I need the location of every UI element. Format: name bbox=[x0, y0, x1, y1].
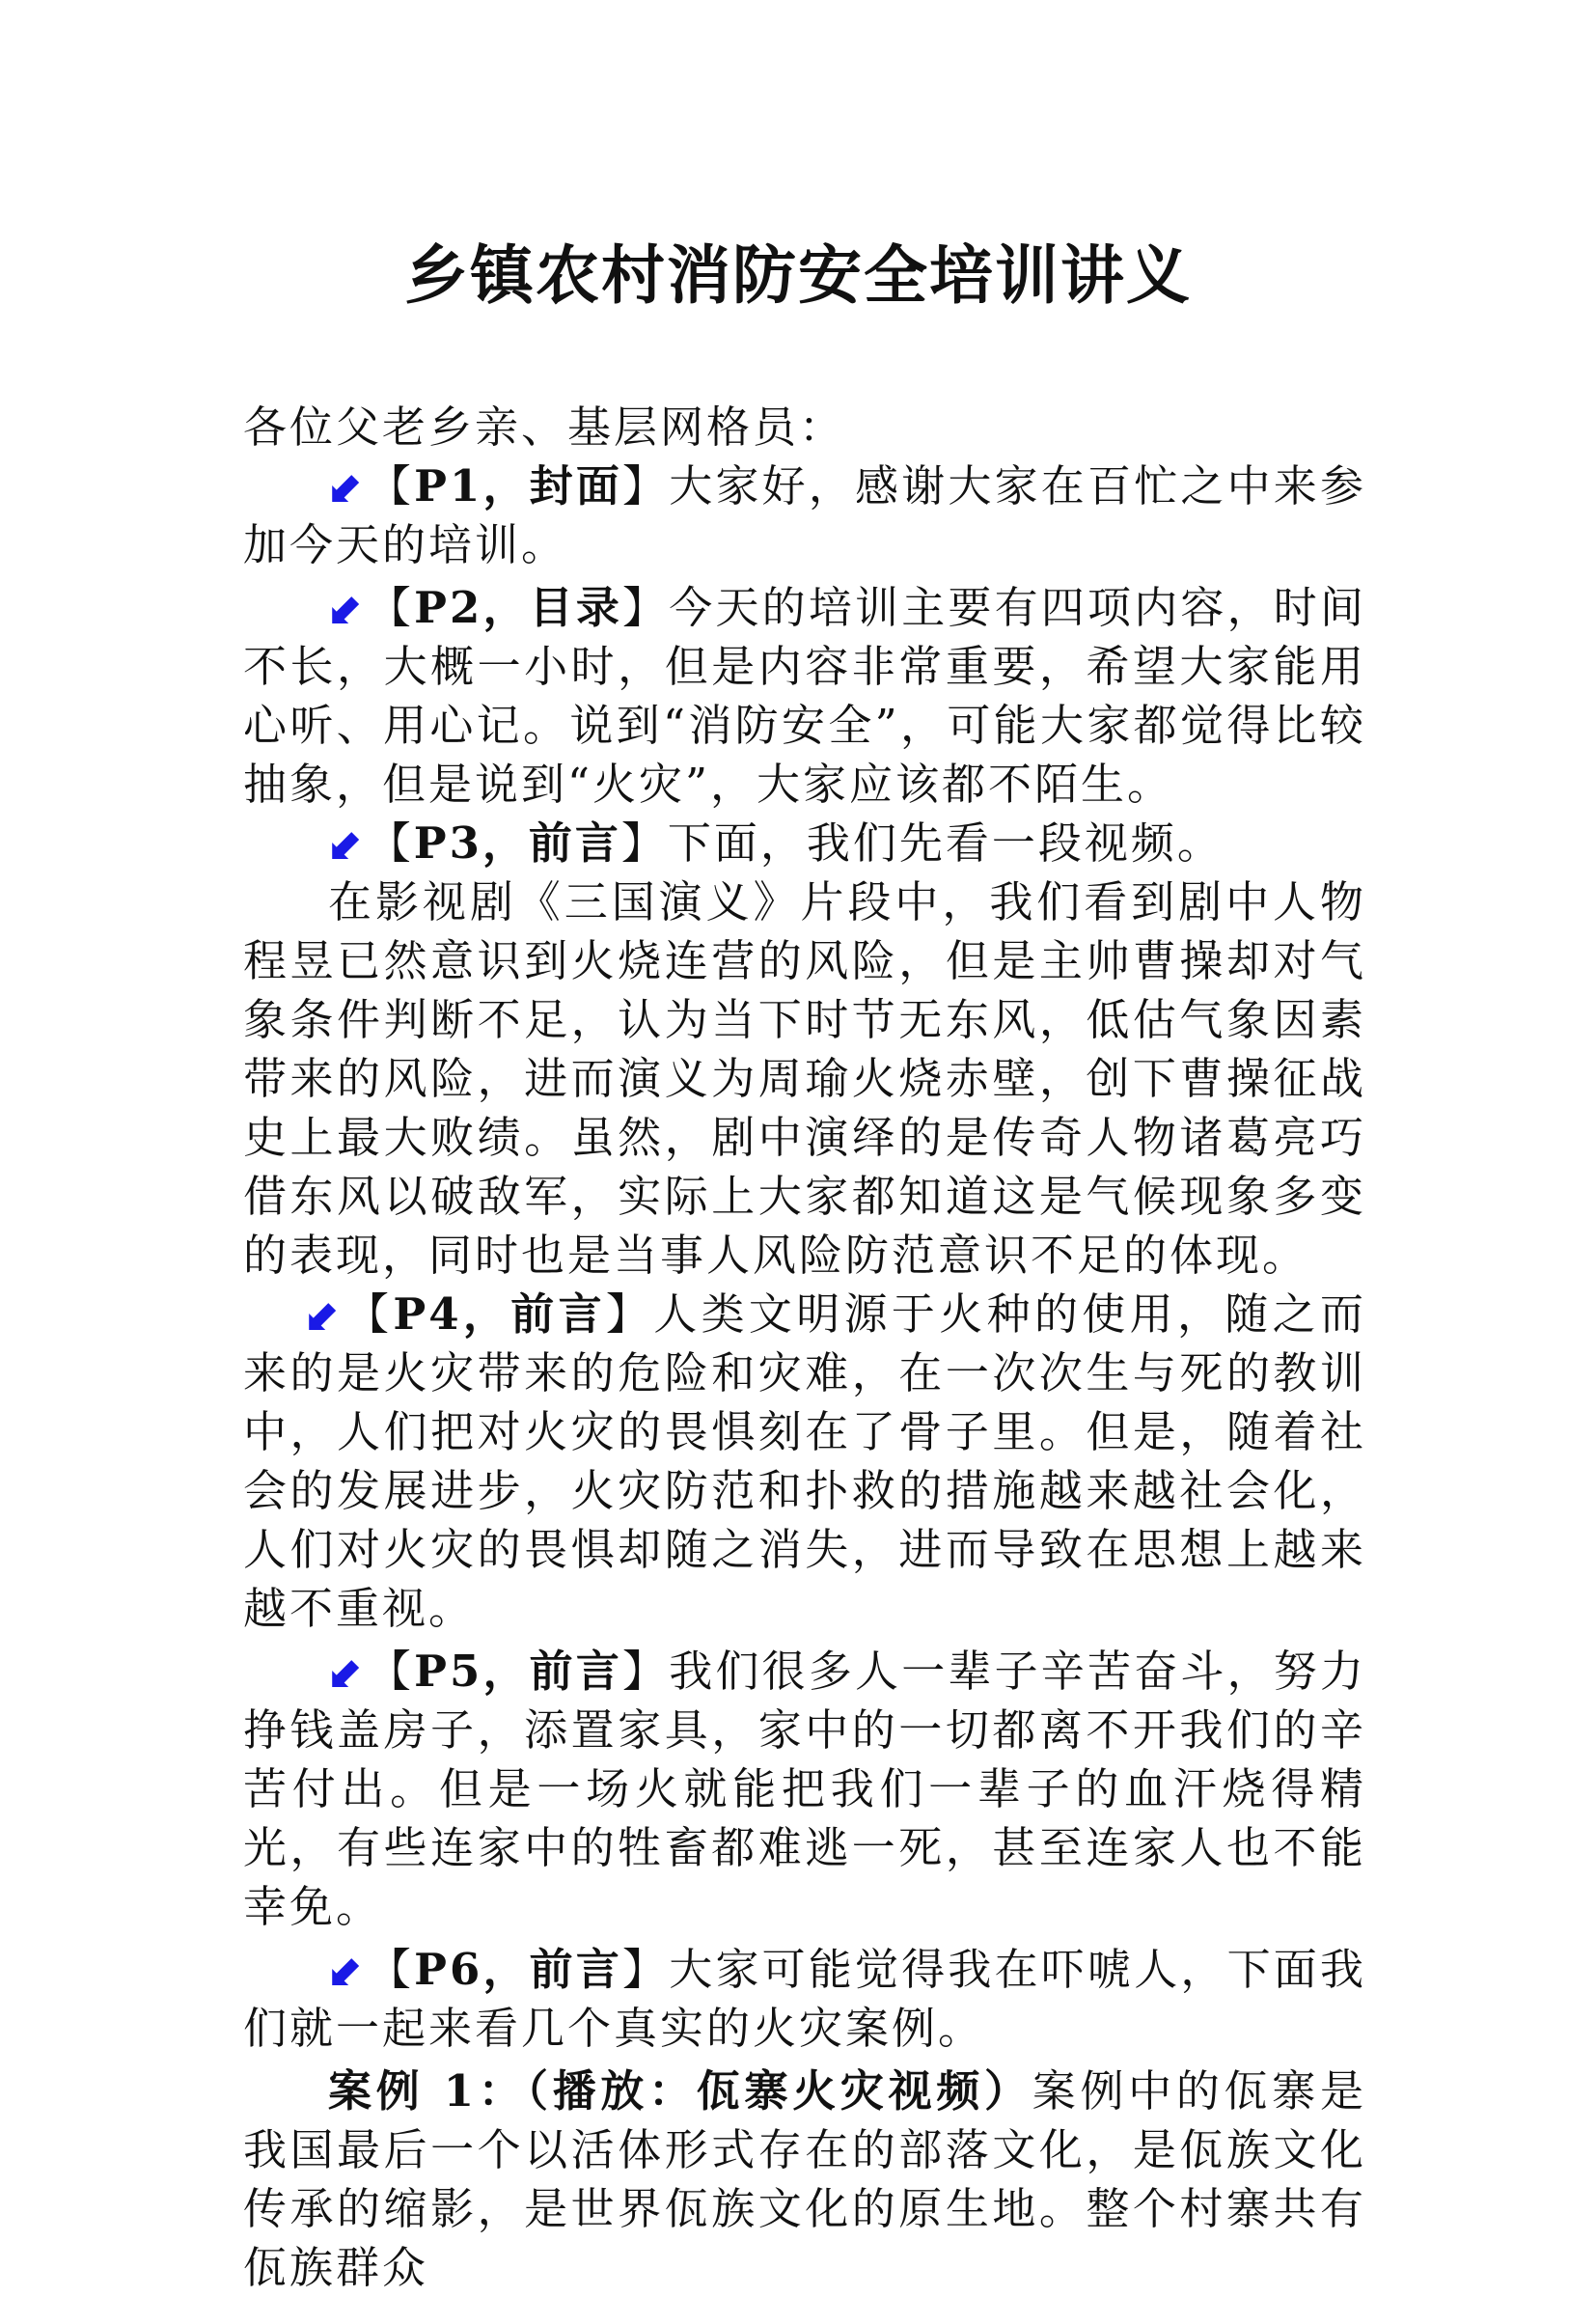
arrow-down-left-icon: ⬋ bbox=[328, 817, 368, 869]
paragraph-p3-body: 在影视剧《三国演义》片段中，我们看到剧中人物程昱已然意识到火烧连营的风险，但是主帅曹操却对气象条件判断不足，认为当下时节无东风，低估气象因素带来的风险，进而演义为周瑜火烧赤壁，创下曹操征战史上最大败绩。虽然，剧中演绎的是传奇人物诸葛亮巧借东风以破敌军，实际上大家都知道这是气候现象多变的表现，同时也是当事人风险防范意识不足的体现。 bbox=[243, 876, 1366, 1281]
section-p6: ⬋【P6，前言】大家可能觉得我在吓唬人，下面我们就一起来看几个真实的火灾案例。 bbox=[243, 1944, 1366, 2054]
arrow-down-left-icon: ⬋ bbox=[328, 460, 368, 512]
case-1 bbox=[243, 2062, 1366, 2297]
section-text: 大家可能觉得我在吓唬人，下面我们就一起来看几个真实的火灾案例。 bbox=[243, 1944, 1366, 2054]
section-tag: P6，前言 bbox=[414, 1944, 623, 1995]
section-p2: ⬋【P2，目录】今天的培训主要有四项内容，时间不长，大概一小时，但是内容非常重要，希望大家能用心听、用心记。说到“消防安全”，可能大家都觉得比较抽象，但是说到“火灾”，大家应该都不陌生。 bbox=[243, 582, 1366, 810]
section-text: 人类文明源于火种的使用，随之而来的是火灾带来的危险和灾难，在一次次生与死的教训中，人们把对火灾的畏惧刻在了骨子里。但是，随着社会的发展进步，火灾防范和扑救的措施越来越社会化，人们对火灾的畏惧却随之消失，进而导致在思想上越来越不重视。 bbox=[243, 1288, 1366, 1634]
section-tag: P1，封面 bbox=[414, 460, 623, 512]
arrow-down-left-icon: ⬋ bbox=[328, 1646, 368, 1697]
arrow-down-left-icon: ⬋ bbox=[305, 1288, 344, 1340]
section-p4: ⬋【P4，前言】人类文明源于火种的使用，随之而来的是火灾带来的危险和灾难，在一次次生与死的教训中，人们把对火灾的畏惧刻在了骨子里。但是，随着社会的发展进步，火灾防范和扑救的措施越来越社会化，人们对火灾的畏惧却随之消失，进而导致在思想上越来越不重视。 bbox=[243, 1288, 1366, 1634]
section-text: 今天的培训主要有四项内容，时间不长，大概一小时，但是内容非常重要，希望大家能用心听、用心记。说到“消防安全”，可能大家都觉得比较抽象，但是说到“火灾”，大家应该都不陌生。 bbox=[243, 582, 1366, 810]
document-title: 乡镇农村消防安全培训讲义 bbox=[404, 237, 1192, 313]
section-tag: P2，目录 bbox=[414, 582, 623, 633]
section-p5: ⬋【P5，前言】我们很多人一辈子辛苦奋斗，努力挣钱盖房子，添置家具，家中的一切都离不开我们的辛苦付出。但是一场火就能把我们一辈子的血汗烧得精光，有些连家中的牲畜都难逃一死，甚至连家人也不能幸免。 bbox=[243, 1646, 1366, 1932]
arrow-down-left-icon: ⬋ bbox=[328, 1944, 368, 1995]
section-text: 我们很多人一辈子辛苦奋斗，努力挣钱盖房子，添置家具，家中的一切都离不开我们的辛苦付出。但是一场火就能把我们一辈子的血汗烧得精光，有些连家中的牲畜都难逃一死，甚至连家人也不能幸免。 bbox=[243, 1646, 1366, 1932]
arrow-down-left-icon: ⬋ bbox=[328, 582, 368, 633]
section-tag: P3，前言 bbox=[413, 817, 621, 869]
section-text: 下面，我们先看一段视频。 bbox=[667, 817, 1224, 869]
document-body bbox=[243, 398, 1366, 2297]
case-text: 案例中的佤寨是我国最后一个以活体形式存在的部落文化，是佤族文化传承的缩影，是世界佤族文化的原生地。整个村寨共有佤族群众 bbox=[243, 2065, 1366, 2293]
section-tag: P5，前言 bbox=[414, 1646, 623, 1697]
section-p3: ⬋【P3，前言】下面，我们先看一段视频。 bbox=[328, 817, 1224, 869]
salutation: 各位父老乡亲、基层网格员： bbox=[243, 401, 846, 453]
section-tag: P4，前言 bbox=[393, 1288, 606, 1340]
section-p1: ⬋【P1，封面】大家好，感谢大家在百忙之中来参加今天的培训。 bbox=[243, 460, 1366, 570]
case-label: 案例 1：（播放：佤寨火灾视频） bbox=[328, 2065, 1032, 2117]
section-text: 大家好，感谢大家在百忙之中来参加今天的培训。 bbox=[243, 460, 1366, 570]
